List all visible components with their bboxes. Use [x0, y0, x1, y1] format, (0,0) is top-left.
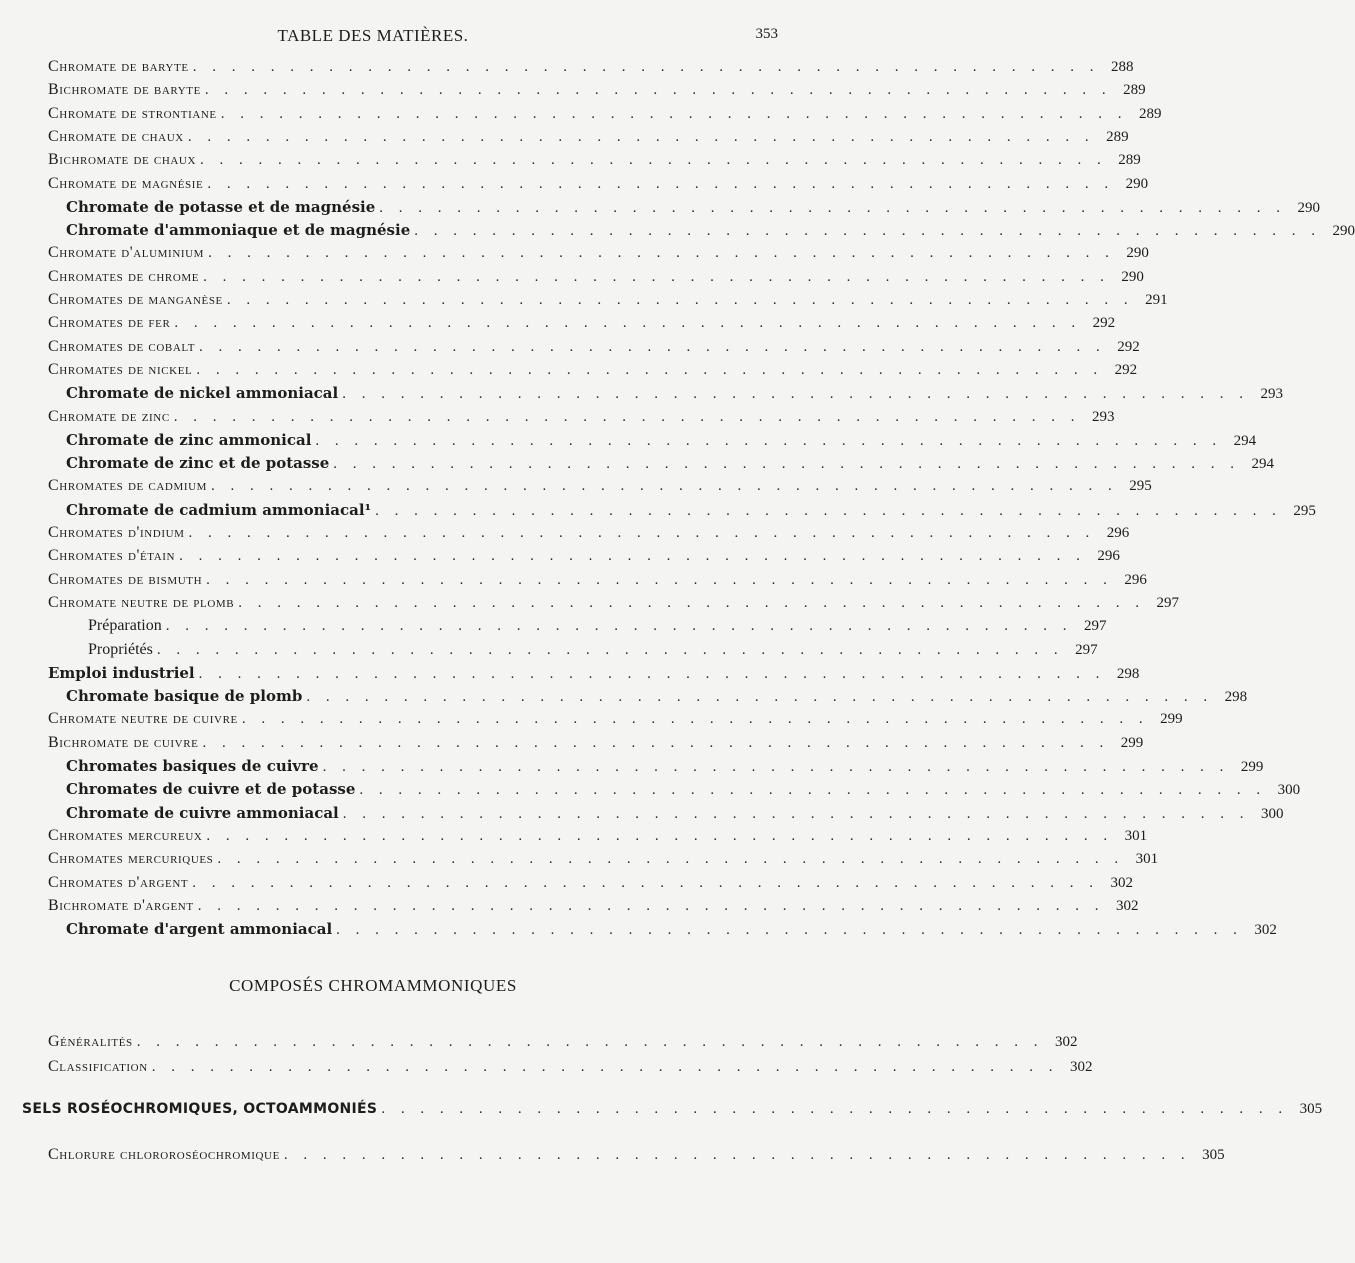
toc-entry-label: Propriétés — [88, 640, 153, 658]
toc-entry-page: 301 — [1124, 827, 1148, 844]
toc-entry-page: 297 — [1156, 594, 1179, 611]
toc-entry-label: Chromates mercuriques — [48, 850, 214, 868]
dot-leader: . . . . . . . . . . . . . . . . . . . . . . . . . . . . . . . . . . . . . . . . . . . . . . . — [165, 618, 1073, 635]
dot-leader: . . . . . . . . . . . . . . . . . . . . . . . . . . . . . . . . . . . . . . . . . . . . . . . — [206, 571, 1113, 588]
dot-leader: . . . . . . . . . . . . . . . . . . . . . . . . . . . . . . . . . . . . . . . . . . . . . . . — [379, 199, 1287, 216]
toc-entry-page: 302 — [1070, 1059, 1093, 1075]
dot-leader: . . . . . . . . . . . . . . . . . . . . . . . . . . . . . . . . . . . . . . . . . . . . . . . — [241, 711, 1149, 728]
toc-entry-label: Emploi industriel — [48, 663, 195, 682]
toc-entry — [48, 710, 1183, 733]
dot-leader: . . . . . . . . . . . . . . . . . . . . . . . . . . . . . . . . . . . . . . . . . . . . . . . — [202, 734, 1110, 751]
toc-entry — [48, 826, 1148, 850]
toc-entry-page: 300 — [1277, 782, 1301, 799]
toc-entry-page: 288 — [1110, 59, 1134, 75]
toc-entry-label: Préparation — [88, 617, 162, 635]
dot-leader: . . . . . . . . . . . . . . . . . . . . . . . . . . . . . . . . . . . . . . . . . . . . . . . — [211, 478, 1118, 495]
toc-entry-label: Bichromate de cuivre — [48, 733, 199, 751]
dot-leader: . . . . . . . . . . . . . . . . . . . . . . . . . . . . . . . . . . . . . . . . . . . . . . . — [192, 59, 1100, 75]
toc-entry-label: Chromate basique de plomb — [66, 687, 303, 706]
toc-entry-page: 294 — [1233, 432, 1257, 449]
dot-leader: . . . . . . . . . . . . . . . . . . . . . . . . . . . . . . . . . . . . . . . . . . . . . . . — [204, 82, 1112, 99]
toc-entry — [48, 454, 1275, 477]
toc-entry-page: 295 — [1293, 502, 1316, 519]
dot-leader: . . . . . . . . . . . . . . . . . . . . . . . . . . . . . . . . . . . . . . . . . . . . . . . — [203, 268, 1110, 285]
toc-entry-page: 299 — [1160, 711, 1183, 728]
toc-entry-page: 292 — [1117, 338, 1140, 355]
toc-entry — [48, 244, 1149, 267]
dot-leader: . . . . . . . . . . . . . . . . . . . . . . . . . . . . . . . . . . . . . . . . . . . . . . . — [151, 1059, 1059, 1075]
dot-leader: . . . . . . . . . . . . . . . . . . . . . . . . . . . . . . . . . . . . . . . . . . . . . . . — [207, 175, 1115, 192]
toc-entry-page: 289 — [1118, 152, 1141, 169]
dot-leader: . . . . . . . . . . . . . . . . . . . . . . . . . . . . . . . . . . . . . . . . . . . . . . . — [333, 456, 1241, 473]
toc-entry — [48, 151, 1141, 174]
toc-entry-label: Chromate neutre de cuivre — [48, 710, 238, 728]
toc-entry — [48, 58, 1134, 81]
toc-entry — [48, 1058, 1093, 1081]
dot-leader: . . . . . . . . . . . . . . . . . . . . . . . . . . . . . . . . . . . . . . . . . . . . . . . — [208, 245, 1115, 262]
toc-entry-page: 291 — [1145, 292, 1168, 308]
toc-entry — [48, 407, 1115, 431]
dot-leader: . . . . . . . . . . . . . . . . . . . . . . . . . . . . . . . . . . . . . . . . . . . . . . . — [322, 759, 1230, 775]
toc-entry-page: 297 — [1075, 641, 1098, 658]
dot-leader: . . . . . . . . . . . . . . . . . . . . . . . . . . . . . . . . . . . . . . . . . . . . . . . — [342, 386, 1249, 403]
toc-entry — [48, 500, 1316, 524]
toc-entry — [48, 1033, 1078, 1056]
toc-entry-page: 302 — [1115, 897, 1139, 914]
toc-entry-label: Généralités — [48, 1033, 133, 1050]
toc-entry-label: Chlorure chlororoséochromique — [48, 1146, 280, 1163]
toc-entry-label: SELS ROSÉOCHROMIQUES, OCTOAMMONIÉS — [22, 1101, 378, 1117]
toc-entry — [48, 663, 1140, 687]
toc-entry — [48, 1146, 1225, 1169]
toc-entry — [48, 920, 1277, 943]
toc-entry-page: 295 — [1129, 478, 1152, 495]
toc-entry-page: 305 — [1202, 1147, 1225, 1163]
toc-entry-label: Chromates d'indium — [48, 524, 185, 541]
toc-entry — [48, 197, 1321, 221]
dot-leader: . . . . . . . . . . . . . . . . . . . . . . . . . . . . . . . . . . . . . . . . . . . . . . . — [174, 315, 1082, 332]
dot-leader: . . . . . . . . . . . . . . . . . . . . . . . . . . . . . . . . . . . . . . . . . . . . . . . — [342, 805, 1250, 822]
dot-leader: . . . . . . . . . . . . . . . . . . . . . . . . . . . . . . . . . . . . . . . . . . . . . . . — [173, 408, 1081, 425]
toc-entry — [48, 850, 1159, 873]
toc-entry-page: 296 — [1124, 571, 1147, 588]
toc-entry-page: 299 — [1240, 759, 1264, 775]
toc-entry — [48, 733, 1144, 757]
toc-entry — [48, 127, 1129, 151]
toc-entry-label: Chromates d'argent — [48, 873, 189, 891]
toc-entry-page: 300 — [1261, 805, 1284, 822]
toc-entry-page: 302 — [1254, 922, 1277, 939]
toc-entry-page: 296 — [1097, 548, 1120, 565]
toc-entry-page: 298 — [1116, 665, 1140, 682]
dot-leader: . . . . . . . . . . . . . . . . . . . . . . . . . . . . . . . . . . . . . . . . . . . . . . . — [220, 105, 1128, 122]
toc-entry — [48, 384, 1283, 407]
toc-entry-label: Chromate de strontiane — [48, 104, 217, 122]
dot-leader: . . . . . . . . . . . . . . . . . . . . . . . . . . . . . . . . . . . . . . . . . . . . . . . — [179, 548, 1086, 565]
toc-entry-label: Chromate de chaux — [48, 127, 184, 145]
toc-entry — [48, 81, 1146, 104]
dot-leader: . . . . . . . . . . . . . . . . . . . . . . . . . . . . . . . . . . . . . . . . . . . . . . . — [156, 641, 1064, 658]
dot-leader: . . . . . . . . . . . . . . . . . . . . . . . . . . . . . . . . . . . . . . . . . . . . . . . — [226, 292, 1134, 308]
page-header — [0, 26, 800, 50]
toc-entry-page: 290 — [1121, 268, 1144, 285]
toc-entry-page: 305 — [1299, 1101, 1323, 1117]
dot-leader: . . . . . . . . . . . . . . . . . . . . . . . . . . . . . . . . . . . . . . . . . . . . . . . — [199, 338, 1106, 355]
toc-entry — [48, 803, 1284, 827]
dot-leader: . . . . . . . . . . . . . . . . . . . . . . . . . . . . . . . . . . . . . . . . . . . . . . . — [136, 1034, 1044, 1050]
toc-entry-page: 289 — [1106, 128, 1129, 145]
dot-leader: . . . . . . . . . . . . . . . . . . . . . . . . . . . . . . . . . . . . . . . . . . . . . . . — [238, 594, 1145, 611]
dot-leader: . . . . . . . . . . . . . . . . . . . . . . . . . . . . . . . . . . . . . . . . . . . . . . . — [306, 689, 1214, 706]
toc-entry-page: 290 — [1332, 223, 1355, 240]
dot-leader: . . . . . . . . . . . . . . . . . . . . . . . . . . . . . . . . . . . . . . . . . . . . . . . — [375, 502, 1282, 519]
toc-entry-page: 292 — [1114, 361, 1138, 378]
dot-leader: . . . . . . . . . . . . . . . . . . . . . . . . . . . . . . . . . . . . . . . . . . . . . . . — [359, 782, 1267, 799]
toc-entry-page: 293 — [1092, 408, 1115, 425]
toc-entry-label: Chromate de zinc et de potasse — [66, 454, 330, 473]
toc-entry-label: Chromate de nickel ammoniacal — [66, 384, 339, 403]
toc-entry — [48, 337, 1140, 361]
toc-entry-page: 301 — [1135, 851, 1159, 868]
toc-entry-label: Chromate de zinc — [48, 407, 170, 425]
dot-leader: . . . . . . . . . . . . . . . . . . . . . . . . . . . . . . . . . . . . . . . . . . . . . . . — [315, 432, 1223, 449]
dot-leader: . . . . . . . . . . . . . . . . . . . . . . . . . . . . . . . . . . . . . . . . . . . . . . . — [200, 152, 1107, 169]
toc-entry-page: 289 — [1123, 82, 1146, 99]
running-title: TABLE DES MATIÈRES. — [277, 26, 469, 45]
toc-entry — [48, 477, 1152, 500]
toc-entry-label: Chromate de magnésie — [48, 174, 204, 192]
toc-entry-label: Chromate d'ammoniaque et de magnésie — [66, 221, 411, 240]
dot-leader: . . . . . . . . . . . . . . . . . . . . . . . . . . . . . . . . . . . . . . . . . . . . . . . — [196, 361, 1104, 378]
toc-entry — [22, 1101, 1323, 1124]
toc-entry-label: Chromates de cobalt — [48, 337, 196, 355]
toc-entry-label: Chromates basiques de cuivre — [66, 757, 319, 775]
toc-entry-page: 294 — [1251, 456, 1275, 473]
toc-entry — [48, 617, 1107, 640]
toc-entry-label: Chromates de nickel — [48, 360, 193, 378]
toc-entry-label: Chromate d'aluminium — [48, 244, 205, 262]
dot-leader: . . . . . . . . . . . . . . . . . . . . . . . . . . . . . . . . . . . . . . . . . . . . . . . — [198, 665, 1106, 682]
dot-leader: . . . . . . . . . . . . . . . . . . . . . . . . . . . . . . . . . . . . . . . . . . . . . . . — [381, 1101, 1289, 1117]
toc-entry-page: 297 — [1084, 618, 1107, 635]
toc-entry-label: Chromates d'étain — [48, 547, 176, 565]
toc-entry-page: 296 — [1106, 525, 1130, 541]
toc-entry-label: Chromate de cuivre ammoniacal — [66, 803, 339, 822]
toc-entry-label: Chromates de cuivre et de potasse — [66, 780, 356, 799]
toc-entry-label: Chromate de zinc ammonical — [66, 430, 312, 449]
toc-entry-page: 298 — [1224, 689, 1248, 706]
toc-entry — [48, 430, 1257, 454]
toc-entry-page: 302 — [1110, 874, 1133, 891]
dot-leader: . . . . . . . . . . . . . . . . . . . . . . . . . . . . . . . . . . . . . . . . . . . . . . . — [283, 1147, 1191, 1163]
dot-leader: . . . . . . . . . . . . . . . . . . . . . . . . . . . . . . . . . . . . . . . . . . . . . . . — [188, 525, 1096, 541]
toc-entry-page: 290 — [1125, 175, 1149, 192]
toc-entry-label: Chromates de manganèse — [48, 291, 223, 308]
toc-entry-page: 289 — [1139, 105, 1162, 122]
toc-entry-page: 292 — [1092, 315, 1116, 332]
toc-entry-label: Bichromate d'argent — [48, 896, 194, 914]
toc-entry — [48, 593, 1179, 617]
page-number: 353 — [755, 26, 778, 42]
dot-leader: . . . . . . . . . . . . . . . . . . . . . . . . . . . . . . . . . . . . . . . . . . . . . . . — [336, 922, 1243, 939]
dot-leader: . . . . . . . . . . . . . . . . . . . . . . . . . . . . . . . . . . . . . . . . . . . . . . . — [217, 851, 1125, 868]
toc-entry — [48, 896, 1139, 920]
toc-entry — [48, 174, 1149, 198]
toc-entry-label: Chromate de cadmium ammoniacal¹ — [66, 500, 372, 519]
toc-entry-label: Bichromate de chaux — [48, 151, 197, 169]
toc-entry — [48, 104, 1162, 128]
toc-entry — [48, 314, 1116, 337]
toc-entry-label: Chromate d'argent ammoniacal — [66, 920, 333, 939]
toc-entry — [48, 524, 1130, 547]
toc-entry-label: Chromate de baryte — [48, 58, 189, 75]
toc-entry-page: 290 — [1126, 245, 1149, 262]
dot-leader: . . . . . . . . . . . . . . . . . . . . . . . . . . . . . . . . . . . . . . . . . . . . . . . — [206, 827, 1114, 844]
toc-entry-label: Bichromate de baryte — [48, 81, 201, 99]
toc-entry-page: 293 — [1260, 386, 1283, 403]
toc-entry — [48, 757, 1264, 780]
toc-entry-page: 290 — [1297, 199, 1321, 216]
dot-leader: . . . . . . . . . . . . . . . . . . . . . . . . . . . . . . . . . . . . . . . . . . . . . . . — [197, 897, 1105, 914]
toc-entry — [48, 687, 1248, 710]
toc-entry — [48, 291, 1168, 314]
toc-entry — [48, 873, 1133, 897]
toc-entry-label: Classification — [48, 1058, 148, 1075]
dot-leader: . . . . . . . . . . . . . . . . . . . . . . . . . . . . . . . . . . . . . . . . . . . . . . . — [414, 223, 1321, 240]
toc-entry — [48, 570, 1147, 594]
toc-entry-label: Chromates de cadmium — [48, 477, 208, 495]
toc-entry-label: Chromates mercureux — [48, 826, 203, 844]
toc-entry-label: Chromate neutre de plomb — [48, 593, 235, 611]
toc-entry — [48, 780, 1301, 803]
toc-entry — [48, 547, 1120, 570]
toc-entry — [48, 267, 1144, 291]
toc-entry-label: Chromates de chrome — [48, 267, 200, 285]
toc-entry-page: 299 — [1120, 734, 1144, 751]
toc-entry — [48, 360, 1138, 384]
dot-leader: . . . . . . . . . . . . . . . . . . . . . . . . . . . . . . . . . . . . . . . . . . . . . . . — [192, 874, 1099, 891]
toc-entry — [48, 640, 1098, 664]
toc-entry — [48, 221, 1355, 244]
toc-entry-label: Chromates de bismuth — [48, 570, 203, 588]
toc-entry-label: Chromate de potasse et de magnésie — [66, 197, 376, 216]
toc-entry-page: 302 — [1055, 1034, 1078, 1050]
dot-leader: . . . . . . . . . . . . . . . . . . . . . . . . . . . . . . . . . . . . . . . . . . . . . . . — [187, 128, 1095, 145]
toc-entry-label: Chromates de fer — [48, 314, 171, 332]
section-heading: COMPOSÉS CHROMAMMONIQUES — [229, 976, 517, 995]
